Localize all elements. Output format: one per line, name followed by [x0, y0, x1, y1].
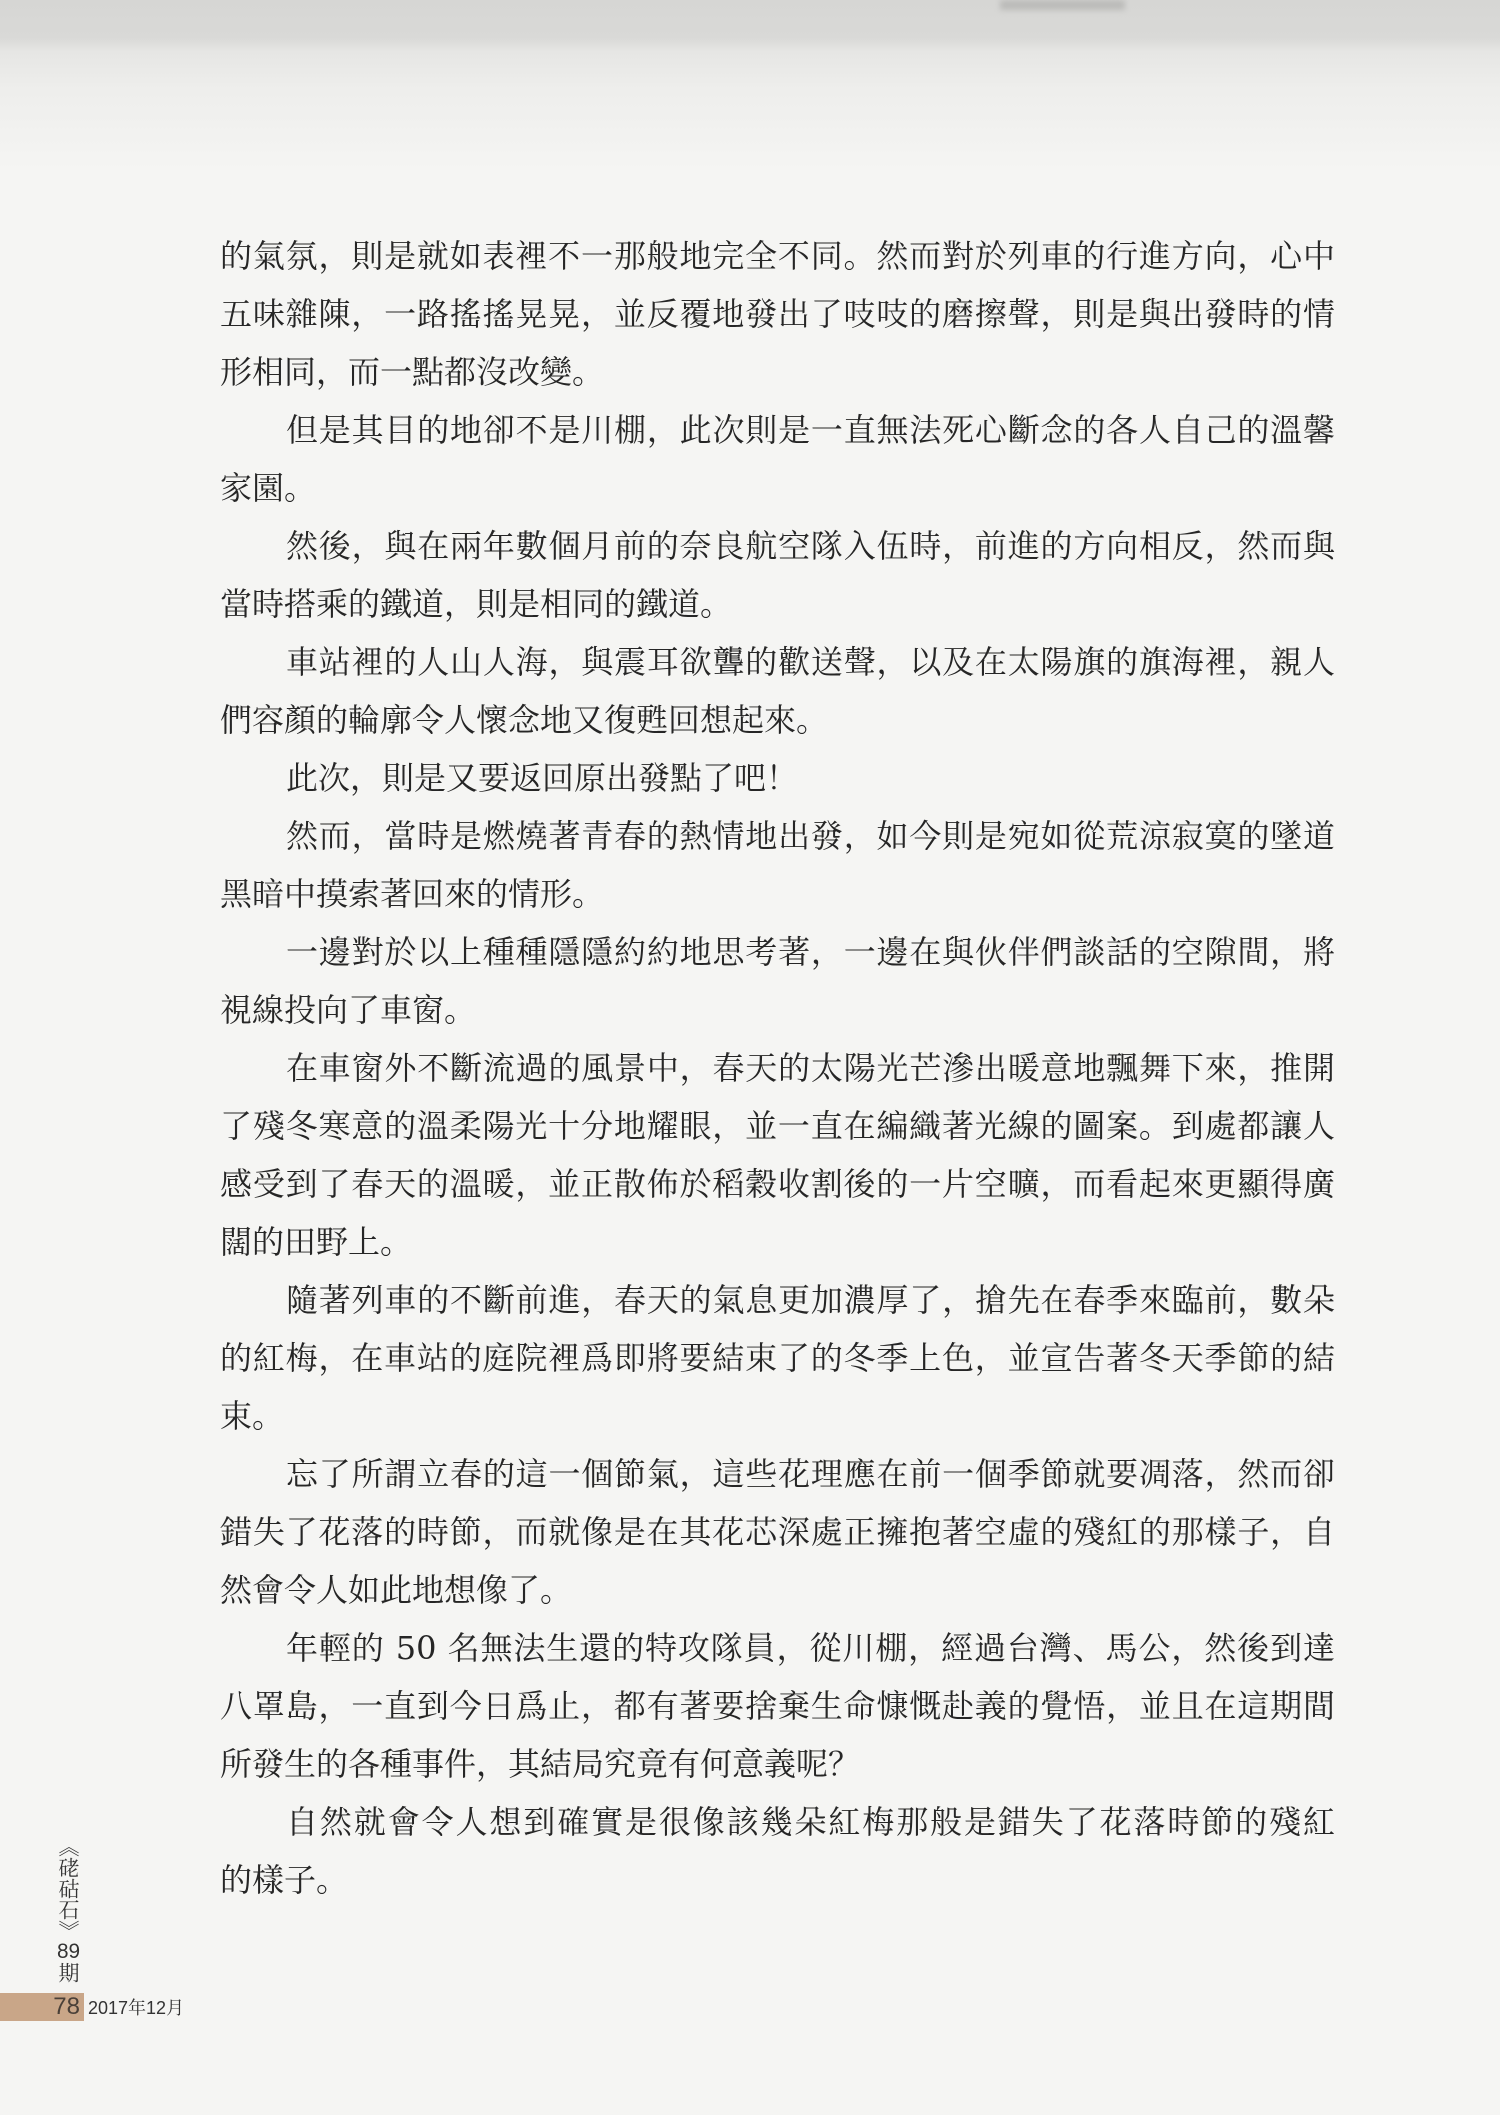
scan-bleed-through — [1000, 0, 1125, 10]
text-line: 年輕的 50 名無法生還的特攻隊員，從川棚，經過台灣、馬公，然後到達 — [286, 1629, 1335, 1667]
magazine-name: 《硓𥑮石》 — [56, 1836, 80, 1941]
magazine-issue-label — [56, 1836, 80, 1983]
issue-number: 89 — [56, 1941, 81, 1962]
text-line: 闊的田野上。 — [220, 1223, 413, 1261]
text-line: 此次，則是又要返回原出發點了吧！ — [286, 759, 799, 797]
text-line: 自然就會令人想到確實是很像該幾朵紅梅那般是錯失了花落時節的殘紅 — [286, 1803, 1335, 1841]
page-number-tab — [0, 1993, 84, 2021]
text-line: 忘了所謂立春的這一個節氣，這些花理應在前一個季節就要凋落，然而卻 — [286, 1455, 1335, 1493]
text-line: 視線投向了車窗。 — [220, 991, 477, 1029]
text-line: 們容顏的輪廓令人懷念地又復甦回想起來。 — [220, 701, 829, 739]
paragraph — [220, 749, 1335, 807]
text-line: 的紅梅，在車站的庭院裡爲即將要結束了的冬季上色，並宣告著冬天季節的結 — [220, 1339, 1335, 1377]
text-line: 的樣子。 — [220, 1861, 349, 1899]
paragraph — [220, 401, 1335, 517]
text-line: 八罩島，一直到今日爲止，都有著要捨棄生命慷慨赴義的覺悟，並且在這期間 — [220, 1687, 1335, 1725]
text-line: 五味雜陳，一路搖搖晃晃，並反覆地發出了吱吱的磨擦聲，則是與出發時的情 — [220, 295, 1335, 333]
paragraph — [220, 1271, 1335, 1445]
text-line: 了殘冬寒意的溫柔陽光十分地耀眼，並一直在編織著光線的圖案。到處都讓人 — [220, 1107, 1335, 1145]
text-line: 錯失了花落的時節，而就像是在其花芯深處正擁抱著空虛的殘紅的那樣子，自 — [220, 1513, 1335, 1551]
paragraph — [220, 1619, 1335, 1793]
issue-suffix: 期 — [56, 1962, 80, 1983]
text-line: 然後，與在兩年數個月前的奈良航空隊入伍時，前進的方向相反，然而與 — [286, 527, 1335, 565]
text-line: 當時搭乘的鐵道，則是相同的鐵道。 — [220, 585, 733, 623]
text-line: 但是其目的地卻不是川棚，此次則是一直無法死心斷念的各人自己的溫馨 — [286, 411, 1335, 449]
text-line: 隨著列車的不斷前進，春天的氣息更加濃厚了，搶先在春季來臨前，數朵 — [286, 1281, 1335, 1319]
paragraph — [220, 1039, 1335, 1271]
issue-date: 2017年12月 — [88, 1998, 185, 2018]
paragraph — [220, 633, 1335, 749]
text-line: 形相同，而一點都沒改變。 — [220, 353, 605, 391]
paragraph — [220, 227, 1335, 401]
paragraph — [220, 517, 1335, 633]
paragraph — [220, 1793, 1335, 1909]
text-line: 黑暗中摸索著回來的情形。 — [220, 875, 605, 913]
scan-shadow-top — [0, 0, 1500, 170]
text-line: 所發生的各種事件，其結局究竟有何意義呢？ — [220, 1745, 861, 1783]
text-line: 然會令人如此地想像了。 — [220, 1571, 573, 1609]
text-line: 一邊對於以上種種隱隱約約地思考著，一邊在與伙伴們談話的空隙間，將 — [286, 933, 1335, 971]
text-line: 家園。 — [220, 469, 317, 507]
paragraph — [220, 923, 1335, 1039]
paragraph — [220, 807, 1335, 923]
article-body — [220, 227, 1335, 1909]
paragraph — [220, 1445, 1335, 1619]
text-line: 感受到了春天的溫暖，並正散佈於稻穀收割後的一片空曠，而看起來更顯得廣 — [220, 1165, 1335, 1203]
text-line: 在車窗外不斷流過的風景中，春天的太陽光芒滲出暖意地飄舞下來，推開 — [286, 1049, 1335, 1087]
text-line: 的氣氛，則是就如表裡不一那般地完全不同。然而對於列車的行進方向，心中 — [220, 237, 1335, 275]
text-line: 束。 — [220, 1397, 285, 1435]
text-line: 然而，當時是燃燒著青春的熱情地出發，如今則是宛如從荒涼寂寞的墜道 — [286, 817, 1335, 855]
text-line: 車站裡的人山人海，與震耳欲聾的歡送聲，以及在太陽旗的旗海裡，親人 — [286, 643, 1335, 681]
page-number: 78 — [53, 1993, 80, 2020]
